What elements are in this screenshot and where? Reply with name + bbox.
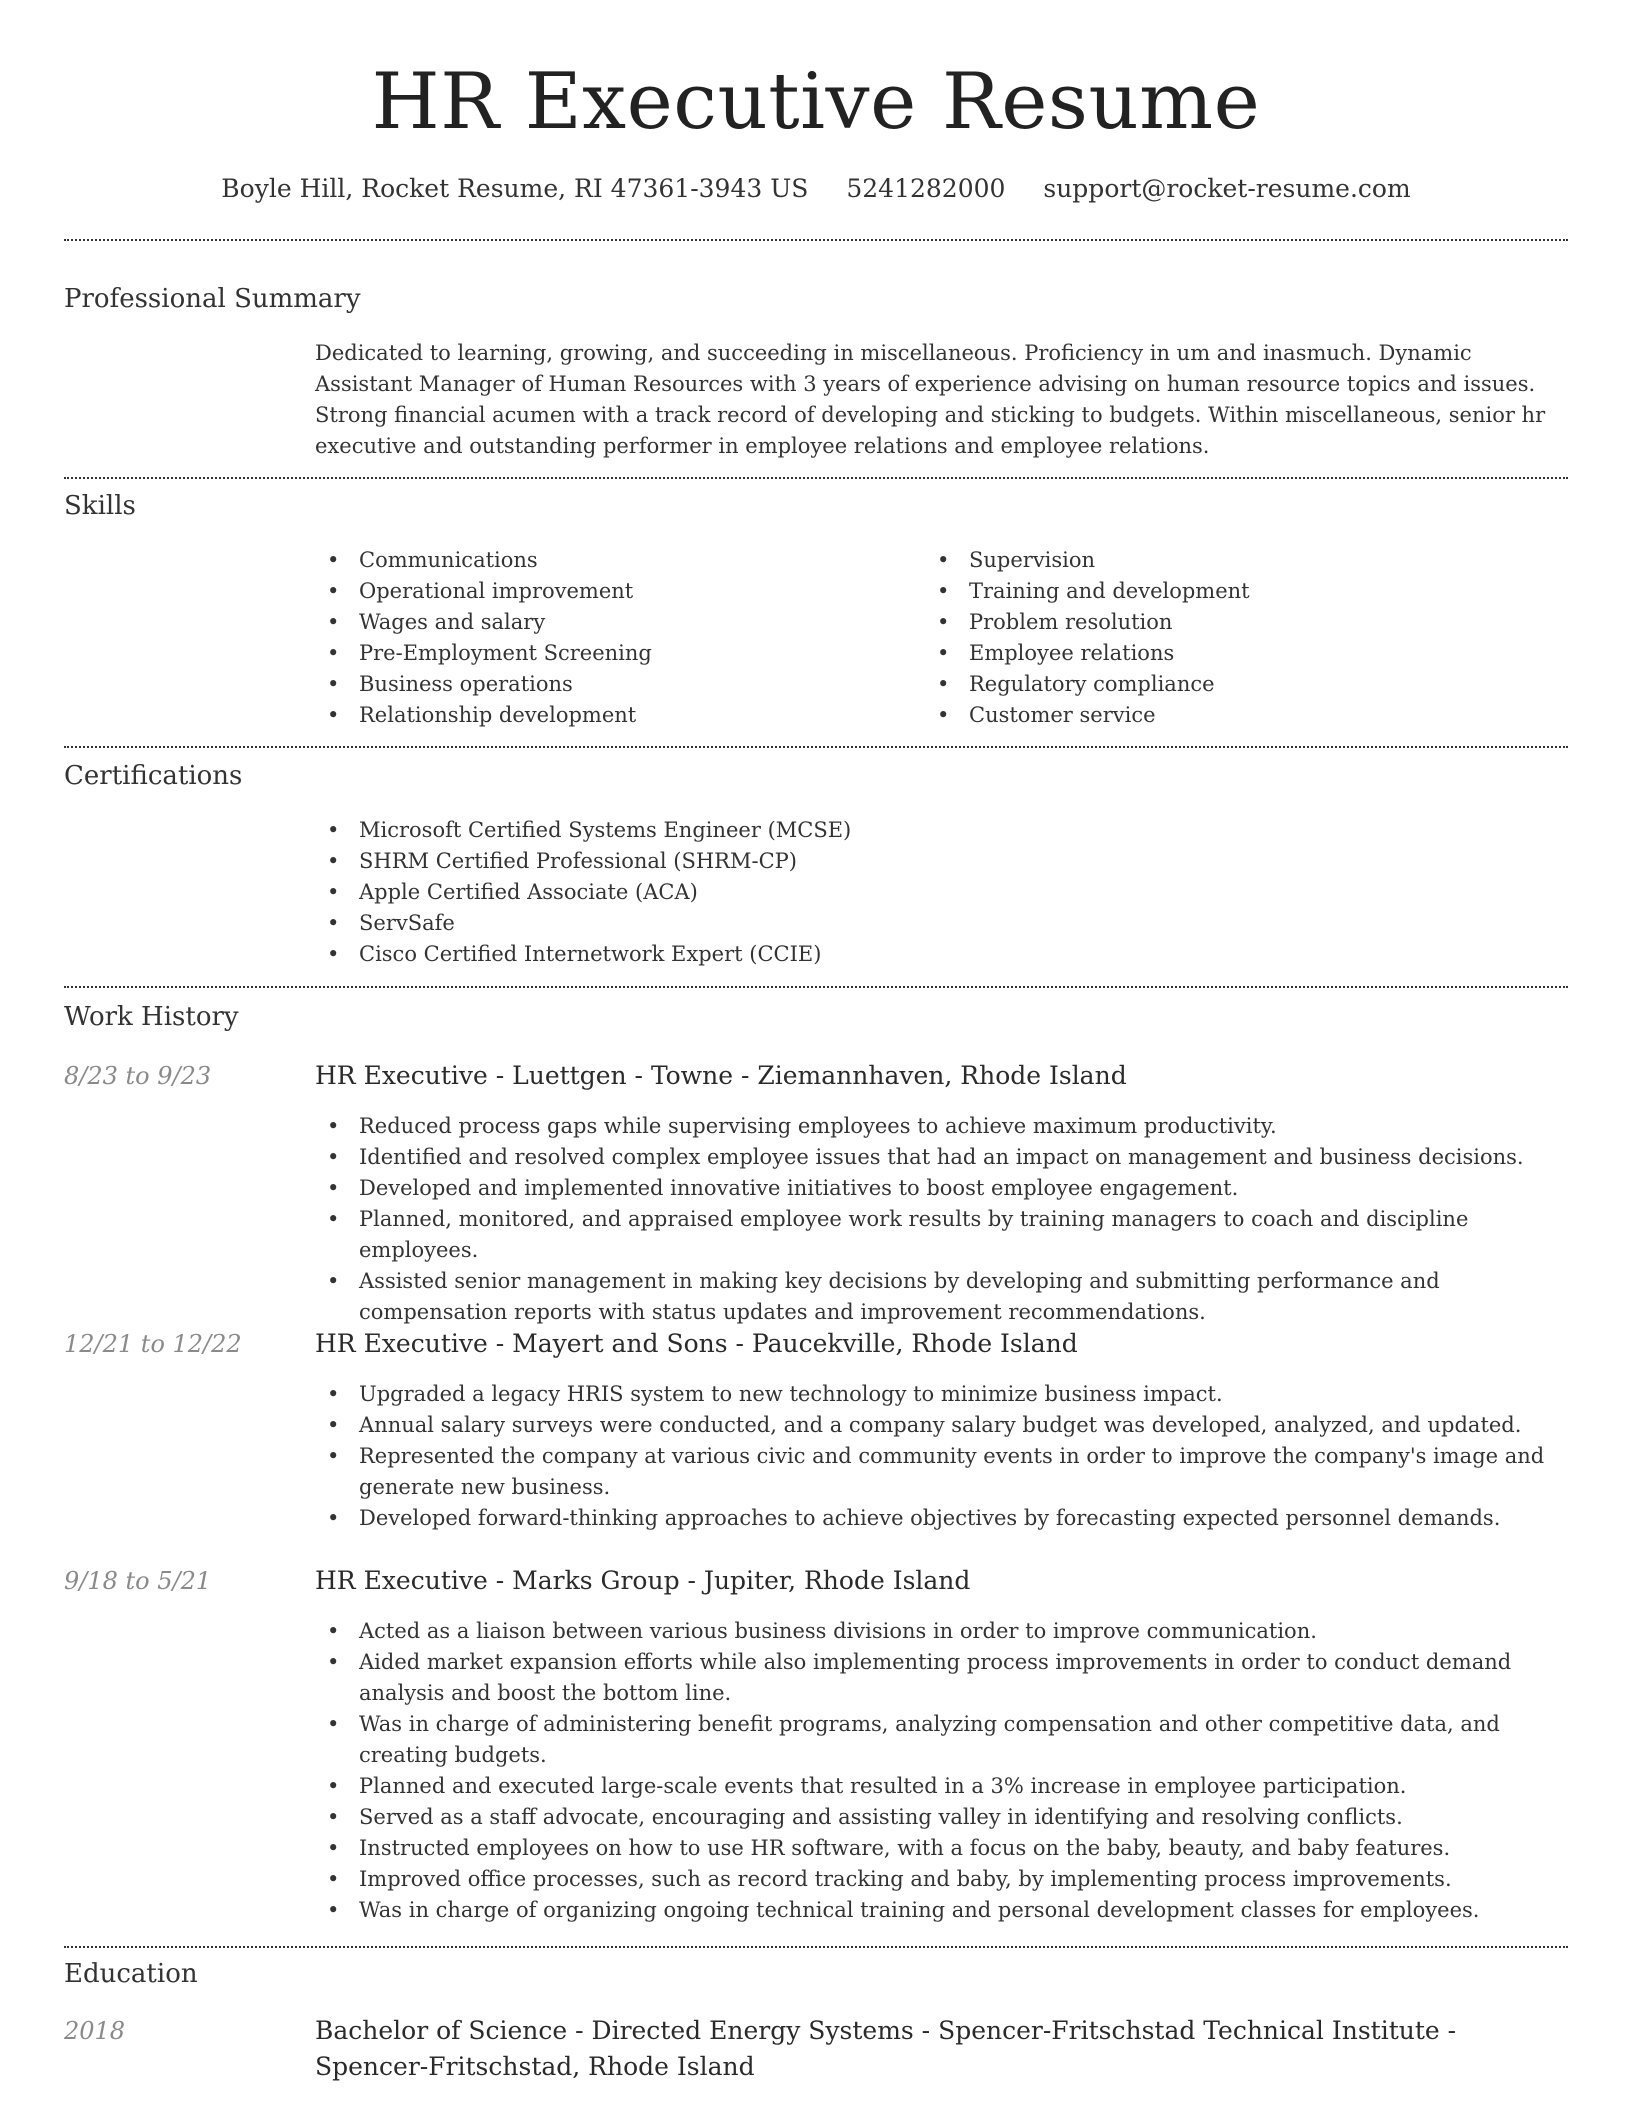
section-title-work-history: Work History xyxy=(64,1002,239,1032)
certification-item: • SHRM Certified Professional (SHRM-CP) xyxy=(315,846,1555,877)
skill-item: • Training and development xyxy=(925,576,1545,607)
job-title: HR Executive - Mayert and Sons - Paucekville, Rhode Island xyxy=(315,1329,1078,1358)
job-bullets xyxy=(315,1111,1555,1328)
job-bullet: • Acted as a liaison between various business divisions in order to improve communication. xyxy=(315,1616,1555,1647)
skill-item: • Relationship development xyxy=(315,700,915,731)
job-bullet: • Developed forward-thinking approaches to achieve objectives by forecasting expected personnel demands. xyxy=(315,1503,1555,1534)
job-bullet: • Developed and implemented innovative initiatives to boost employee engagement. xyxy=(315,1173,1555,1204)
job-bullet: • Was in charge of administering benefit programs, analyzing compensation and other competitive data, and creating budgets. xyxy=(315,1709,1555,1771)
contact-phone: 5241282000 xyxy=(846,174,1006,203)
job-bullet: • Was in charge of organizing ongoing technical training and personal development classes for employees. xyxy=(315,1895,1555,1926)
divider xyxy=(64,746,1568,748)
skill-item: • Employee relations xyxy=(925,638,1545,669)
job-title: HR Executive - Luettgen - Towne - Ziemannhaven, Rhode Island xyxy=(315,1061,1127,1090)
skills-list-left xyxy=(315,545,915,731)
skill-item: • Pre-Employment Screening xyxy=(315,638,915,669)
job-bullet: • Served as a staff advocate, encouraging and assisting valley in identifying and resolving conflicts. xyxy=(315,1802,1555,1833)
skill-item: • Customer service xyxy=(925,700,1545,731)
skill-item: • Operational improvement xyxy=(315,576,915,607)
certification-item: • Cisco Certified Internetwork Expert (CCIE) xyxy=(315,939,1555,970)
job-bullet: • Represented the company at various civic and community events in order to improve the company's image and generate new business. xyxy=(315,1441,1555,1503)
skill-item: • Business operations xyxy=(315,669,915,700)
job-bullet: • Annual salary surveys were conducted, and a company salary budget was developed, analyzed, and updated. xyxy=(315,1410,1555,1441)
certification-item: • Apple Certified Associate (ACA) xyxy=(315,877,1555,908)
divider xyxy=(64,239,1568,241)
job-bullet: • Aided market expansion efforts while also implementing process improvements in order to conduct demand analysis and boost the bottom line. xyxy=(315,1647,1555,1709)
education-entry xyxy=(315,2013,1555,2085)
job-bullet: • Planned and executed large-scale events that resulted in a 3% increase in employee participation. xyxy=(315,1771,1555,1802)
job-dates: 8/23 to 9/23 xyxy=(64,1062,212,1090)
summary-text: Dedicated to learning, growing, and succeeding in miscellaneous. Proficiency in um and inasmuch. Dynamic Assistant Manager of Human Resources with 3 years of experience advising on human resource topics and issues. Strong financial acumen with a track record of developing and sticking to budgets. Within miscellaneous, senior hr executive and outstanding performer in employee relations and employee relations. xyxy=(315,341,1546,458)
job-bullet: • Identified and resolved complex employee issues that had an impact on management and business decisions. xyxy=(315,1142,1555,1173)
certifications-list xyxy=(315,815,1555,970)
job-bullet: • Instructed employees on how to use HR software, with a focus on the baby, beauty, and baby features. xyxy=(315,1833,1555,1864)
job-bullet: • Assisted senior management in making key decisions by developing and submitting performance and compensation reports with status updates and improvement recommendations. xyxy=(315,1266,1555,1328)
skill-item: • Wages and salary xyxy=(315,607,915,638)
section-title-skills: Skills xyxy=(64,491,136,521)
section-title-certifications: Certifications xyxy=(64,761,243,791)
divider xyxy=(64,477,1568,479)
certification-item: • ServSafe xyxy=(315,908,1555,939)
section-title-summary: Professional Summary xyxy=(64,284,361,314)
job-bullet: • Planned, monitored, and appraised employee work results by training managers to coach and discipline employees. xyxy=(315,1204,1555,1266)
job-bullets xyxy=(315,1379,1555,1534)
contact-email: support@rocket-resume.com xyxy=(1043,174,1411,203)
skill-item: • Communications xyxy=(315,545,915,576)
job-dates: 12/21 to 12/22 xyxy=(64,1330,242,1358)
job-dates: 9/18 to 5/21 xyxy=(64,1567,212,1595)
education-degree: Bachelor of Science - Directed Energy Systems xyxy=(315,2016,914,2045)
section-title-education: Education xyxy=(64,1959,198,1989)
job-bullets xyxy=(315,1616,1555,1926)
skills-list-right xyxy=(925,545,1545,731)
divider xyxy=(64,986,1568,988)
contact-line xyxy=(0,172,1632,206)
skill-item: • Problem resolution xyxy=(925,607,1545,638)
education-details: - Spencer-Fritschstad Technical Institute - Spencer-Fritschstad, Rhode Island xyxy=(315,2016,1457,2081)
divider xyxy=(64,1946,1568,1948)
skill-item: • Supervision xyxy=(925,545,1545,576)
job-bullet: • Reduced process gaps while supervising employees to achieve maximum productivity. xyxy=(315,1111,1555,1142)
contact-address: Boyle Hill, Rocket Resume, RI 47361-3943 US xyxy=(221,174,809,203)
skill-item: • Regulatory compliance xyxy=(925,669,1545,700)
job-title: HR Executive - Marks Group - Jupiter, Rhode Island xyxy=(315,1566,971,1595)
education-year: 2018 xyxy=(64,2017,126,2045)
page-title: HR Executive Resume xyxy=(371,57,1261,147)
job-bullet: • Improved office processes, such as record tracking and baby, by implementing process improvements. xyxy=(315,1864,1555,1895)
certification-item: • Microsoft Certified Systems Engineer (MCSE) xyxy=(315,815,1555,846)
job-bullet: • Upgraded a legacy HRIS system to new technology to minimize business impact. xyxy=(315,1379,1555,1410)
